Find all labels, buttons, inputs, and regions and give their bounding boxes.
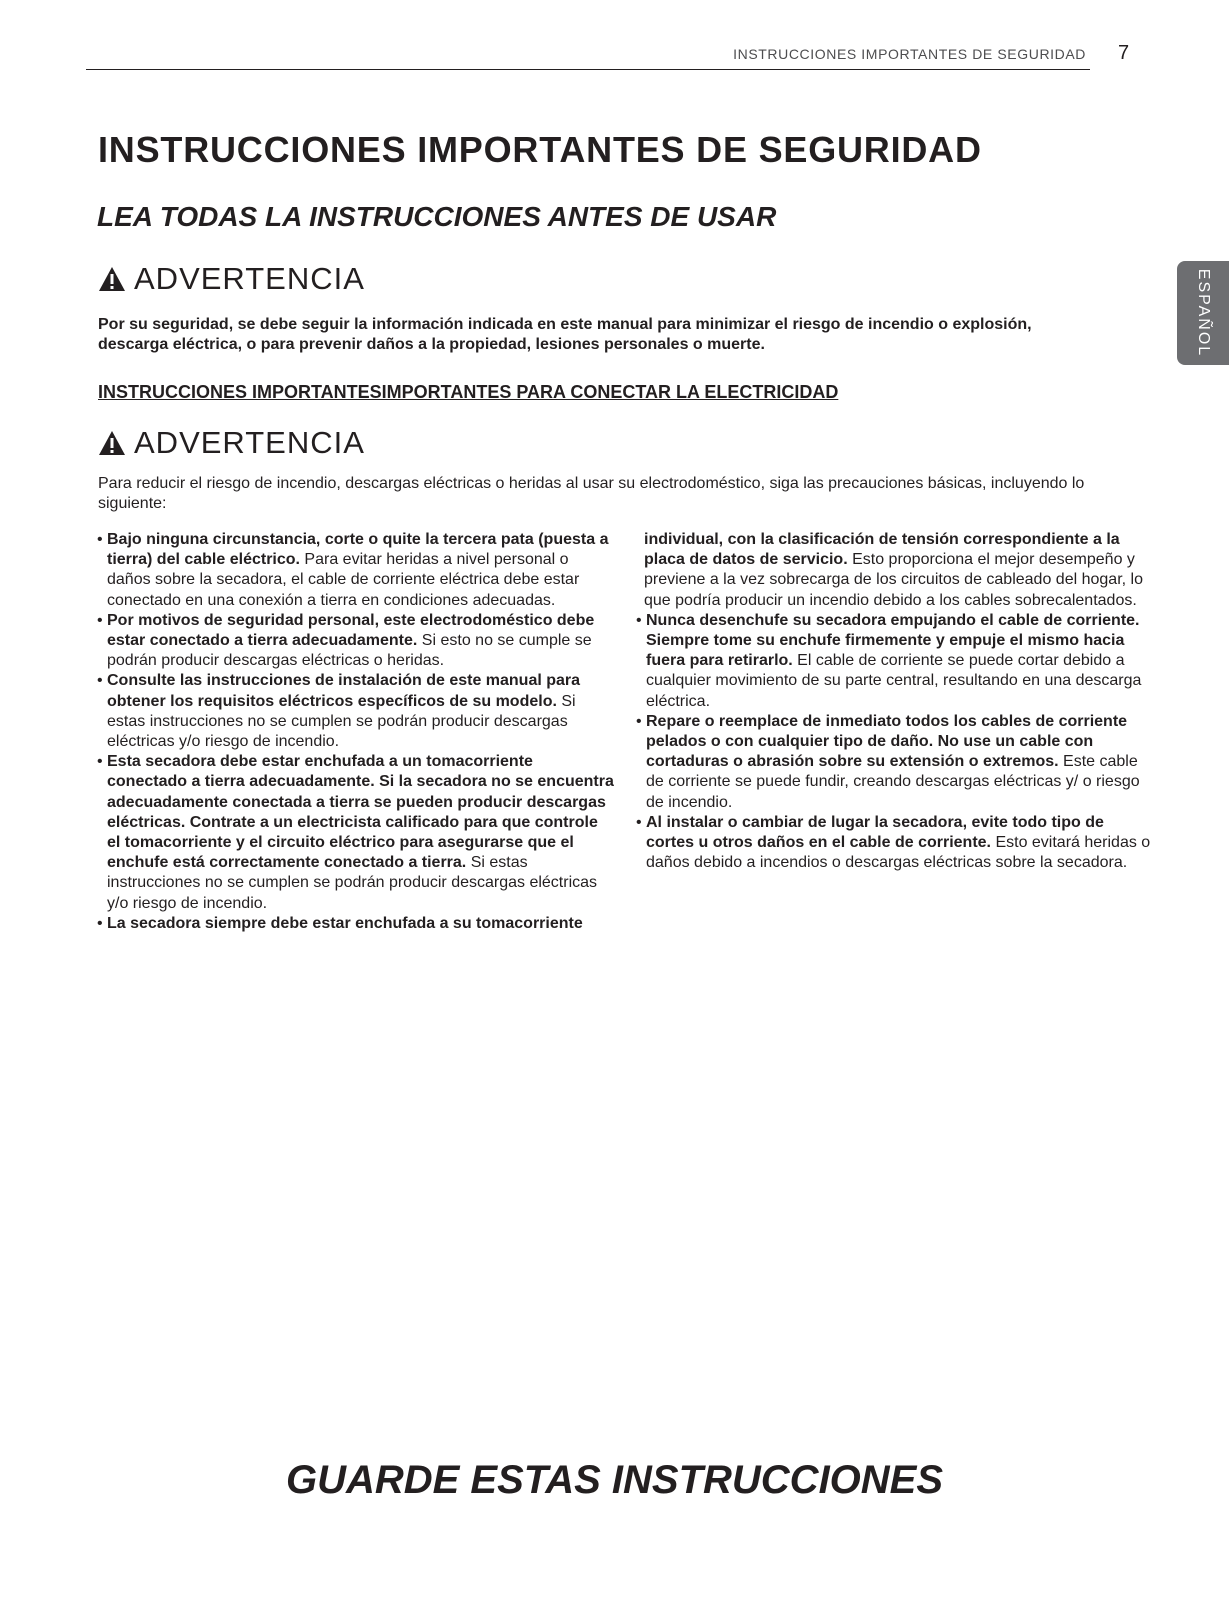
list-item: [636, 611, 1151, 712]
warning-triangle-icon: [98, 430, 126, 456]
bullet-bold-text: Repare o reemplace de inmediato todos los cables de corriente pelados o con cualquier tipo de daño. No use un cable con cortaduras o abrasión sobre su extensión o extremos.: [646, 712, 1128, 771]
bullet-text: Este cable de corriente se puede fundir, creando descargas eléctricas y/ o riesgo de incendio.: [646, 753, 1140, 811]
warning-heading-2: [98, 425, 365, 461]
list-item-continued: [636, 530, 1151, 611]
list-item: [97, 530, 615, 611]
bullet-bold-text: Nunca desenchufe su secadora empujando el cable de corriente. Siempre tome su enchufe firmemente y empuje el mismo hacia fuera para retirarlo.: [646, 611, 1140, 670]
running-header: [86, 44, 1090, 70]
list-item: [97, 752, 615, 914]
bullet-text: El cable de corriente se puede cortar debido a cualquier movimiento de su parte central, resultando en una descarga eléctrica.: [646, 652, 1142, 710]
bullet-text: Si estas instrucciones no se cumplen se podrán producir descargas eléctricas y/o riesgo de incendio.: [107, 854, 598, 912]
right-column: [636, 530, 1151, 873]
bullet-bold-text: Consulte las instrucciones de instalación de este manual para obtener los requisitos eléctricos específicos de su modelo.: [107, 672, 581, 710]
bullet: •: [97, 611, 103, 629]
bullet: •: [97, 672, 103, 690]
bullet-text: Esto proporciona el mejor desempeño y previene a la vez sobrecarga de los circuitos de cableado del hogar, lo que podría producir un incendio debido a los cables sobrecalentados.: [644, 551, 1143, 609]
bullet-text: Esto evitará heridas o daños debido a incendios o descargas eléctricas sobre la secadora.: [646, 834, 1151, 872]
list-item: [97, 914, 615, 934]
left-column: [97, 530, 615, 934]
warning-heading-1: [98, 261, 365, 297]
bullet-text: Si estas instrucciones no se cumplen se podrán producir descargas eléctricas y/o riesgo de incendio.: [107, 692, 576, 751]
warning-intro: Para reducir el riesgo de incendio, descargas eléctricas o heridas al usar su electrodoméstico, siga las precauciones básicas, incluyendo lo siguiente:: [98, 475, 1085, 512]
bullet-bold-text: individual, con la clasificación de tensión correspondiente a la placa de datos de servicio.: [644, 531, 1120, 569]
bullet: •: [97, 531, 103, 548]
bullet-bold-text: Bajo ninguna circunstancia, corte o quite la tercera pata (puesta a tierra) del cable eléctrico.: [107, 531, 609, 569]
warning-label: ADVERTENCIA: [134, 425, 365, 460]
warning-label: ADVERTENCIA: [134, 261, 365, 296]
page-title: INSTRUCCIONES IMPORTANTES DE SEGURIDAD: [98, 129, 982, 170]
warning-triangle-icon: [98, 266, 126, 292]
language-tab: [1177, 261, 1229, 365]
bullet: •: [636, 611, 642, 629]
list-item: [97, 611, 615, 672]
bullet-text: Si esto no se cumple se podrán producir descargas eléctricas o heridas.: [107, 632, 592, 670]
bullet-bold-text: La secadora siempre debe estar enchufada a su tomacorriente: [107, 914, 583, 932]
bullet: •: [97, 914, 103, 932]
warning-body: Por su seguridad, se debe seguir la información indicada en este manual para minimizar el riesgo de incendio o explosión, descarga eléctrica, o para prevenir daños a la propiedad, lesiones personales o muerte.: [98, 316, 1032, 353]
page-subtitle: LEA TODAS LA INSTRUCCIONES ANTES DE USAR: [97, 201, 777, 232]
footer-title: GUARDE ESTAS INSTRUCCIONES: [285, 1458, 944, 1502]
bullet-text: Para evitar heridas a nivel personal o daños sobre la secadora, el cable de corriente eléctrica debe estar conectado en una conexión a tierra en condiciones adecuadas.: [107, 551, 580, 609]
running-title: INSTRUCCIONES IMPORTANTES DE SEGURIDAD: [733, 46, 1086, 62]
list-item: [636, 712, 1151, 813]
bullet-bold-text: Esta secadora debe estar enchufada a un tomacorriente conectado a tierra adecuadamente. Si la secadora no se encuentra adecuadamente conectada a tierra se pueden producir descargas eléctricas. Contrate a un electricista calificado para que controle el tomacorriente y el circuito eléctrico para asegurarse que el enchufe está correctamente conectado a tierra.: [107, 753, 614, 872]
bullet: •: [97, 753, 103, 771]
section-heading: INSTRUCCIONES IMPORTANTESIMPORTANTES PARA CONECTAR LA ELECTRICIDAD: [98, 382, 839, 402]
bullet-bold-text: Por motivos de seguridad personal, este electrodoméstico debe estar conectado a tierra adecuadamente.: [107, 611, 595, 650]
bullet-bold-text: Al instalar o cambiar de lugar la secadora, evite todo tipo de cortes u otros daños en el cable de corriente.: [646, 813, 1104, 852]
bullet: •: [636, 712, 642, 730]
page-number: 7: [1118, 42, 1130, 64]
bullet: •: [636, 813, 642, 831]
list-item: [97, 671, 615, 752]
language-tab-label: ESPAÑOL: [1195, 268, 1212, 358]
list-item: [636, 813, 1151, 874]
